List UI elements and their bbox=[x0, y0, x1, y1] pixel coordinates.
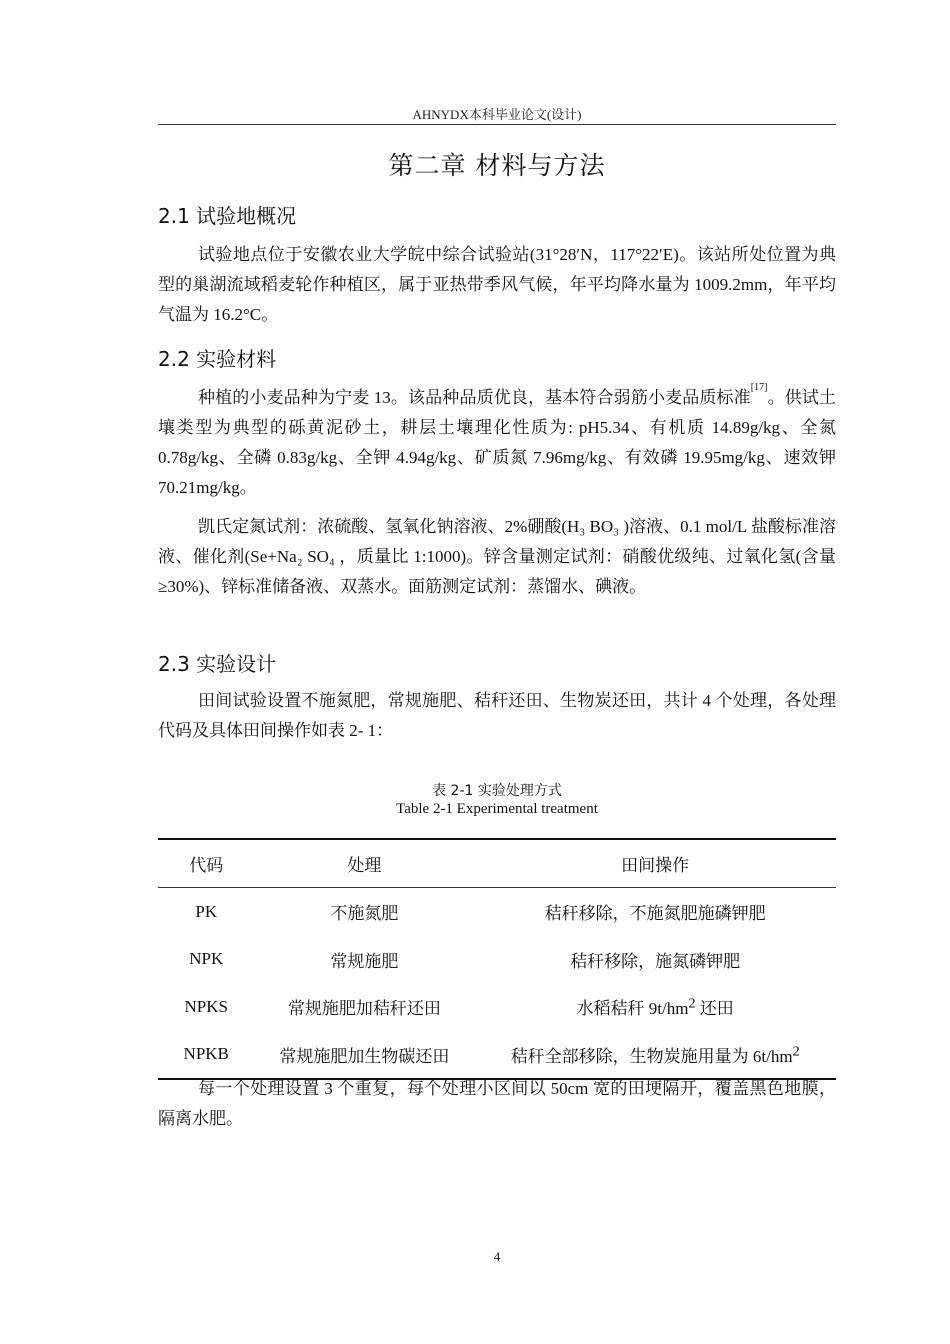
section-title-2-3: 2.3 实验设计 bbox=[158, 652, 277, 676]
operation-text: 水稻秸秆 9t/hm bbox=[576, 999, 689, 1019]
paragraph-site: 试验地点位于安徽农业大学皖中综合试验站(31°28′N，117°22′E)。该站所处位置为典型的巢湖流域稻麦轮作种植区，属于亚热带季风气候，年平均降水量为 1009.2mm，年平均气温为 16.2°C。 bbox=[158, 245, 836, 324]
header-treatment: 处理 bbox=[347, 856, 382, 875]
table-caption-zh: 表 2-1 实验处理方式 bbox=[432, 783, 562, 799]
cell-code: PK bbox=[195, 901, 218, 921]
table-header-row bbox=[158, 839, 836, 888]
cell-operation bbox=[474, 936, 836, 984]
table-row bbox=[158, 936, 836, 984]
page-number: 4 bbox=[493, 1249, 501, 1264]
cell-code: NPK bbox=[189, 949, 224, 969]
header-divider bbox=[158, 124, 836, 125]
section-title-2-1: 2.1 试验地概况 bbox=[158, 204, 297, 228]
cell-treatment: 常规施肥 bbox=[330, 951, 399, 971]
cell-code: NPKS bbox=[184, 996, 228, 1016]
operation-text: 秸秆移除，施氮磷钾肥 bbox=[570, 951, 741, 971]
paragraph-replicates: 每一个处理设置 3 个重复，每个处理小区间以 50cm 宽的田埂隔开，覆盖黑色地膜，隔离水肥。 bbox=[158, 1079, 836, 1128]
cell-operation bbox=[474, 1031, 836, 1080]
operation-text-cont: 还田 bbox=[695, 999, 734, 1019]
cell-operation bbox=[474, 983, 836, 1031]
table-caption-en: Table 2-1 Experimental treatment bbox=[396, 801, 598, 817]
table-row bbox=[158, 888, 836, 936]
running-header: AHNYDX本科毕业论文(设计) bbox=[412, 107, 582, 122]
cell-treatment: 常规施肥加生物碳还田 bbox=[279, 1046, 450, 1066]
superscript: 2 bbox=[688, 995, 696, 1012]
superscript: 2 bbox=[792, 1043, 800, 1060]
citation-ref: [17] bbox=[750, 382, 768, 393]
header-operation: 田间操作 bbox=[621, 856, 690, 875]
operation-text: 秸秆全部移除，生物炭施用量为 6t/hm bbox=[510, 1046, 793, 1066]
cell-code: NPKB bbox=[183, 1044, 229, 1064]
paragraph-reagents: 凯氏定氮试剂：浓硫酸、氢氧化钠溶液、2%硼酸(H₃ BO₃ )溶液、0.1 mol/L 盐酸标准溶液、催化剂(Se+Na₂ SO₄ ，质量比 1:1000)。锌含量测定试剂：硝酸优级纯、过氧化氢(含量≥30%)、锌标准储备液、双蒸水。面筋测定试剂：蒸馏水、碘液。 bbox=[158, 517, 836, 596]
table-row bbox=[158, 1031, 836, 1080]
table-row bbox=[158, 983, 836, 1031]
section-title-2-2: 2.2 实验材料 bbox=[158, 347, 277, 371]
operation-text: 秸秆移除，不施氮肥施磷钾肥 bbox=[544, 904, 766, 924]
cell-treatment: 常规施肥加秸秆还田 bbox=[287, 999, 441, 1019]
header-code: 代码 bbox=[189, 856, 224, 875]
materials-text: 种植的小麦品种为宁麦 13。该品种品质优良，基本符合弱筋小麦品质标准 bbox=[198, 388, 751, 407]
paragraph-design: 田间试验设置不施氮肥，常规施肥、秸秆还田、生物炭还田，共计 4 个处理，各处理代码及具体田间操作如表 2- 1： bbox=[158, 691, 836, 740]
cell-operation bbox=[474, 888, 836, 936]
materials-text-cont: 。供试土壤类型为典型的砾黄泥砂土，耕层土壤理化性质为: pH5.34、有机质 14.89g/kg、全氮 0.78g/kg、全磷 0.83g/kg、全钾 4.94g/kg、矿质氮 7.96mg/kg、有效磷 19.95mg/kg、速效钾 70.21mg/kg。 bbox=[158, 388, 837, 497]
paragraph-materials bbox=[158, 383, 836, 503]
chapter-title: 第二章 材料与方法 bbox=[388, 151, 606, 180]
treatment-table bbox=[158, 838, 836, 1080]
cell-treatment: 不施氮肥 bbox=[330, 904, 399, 924]
